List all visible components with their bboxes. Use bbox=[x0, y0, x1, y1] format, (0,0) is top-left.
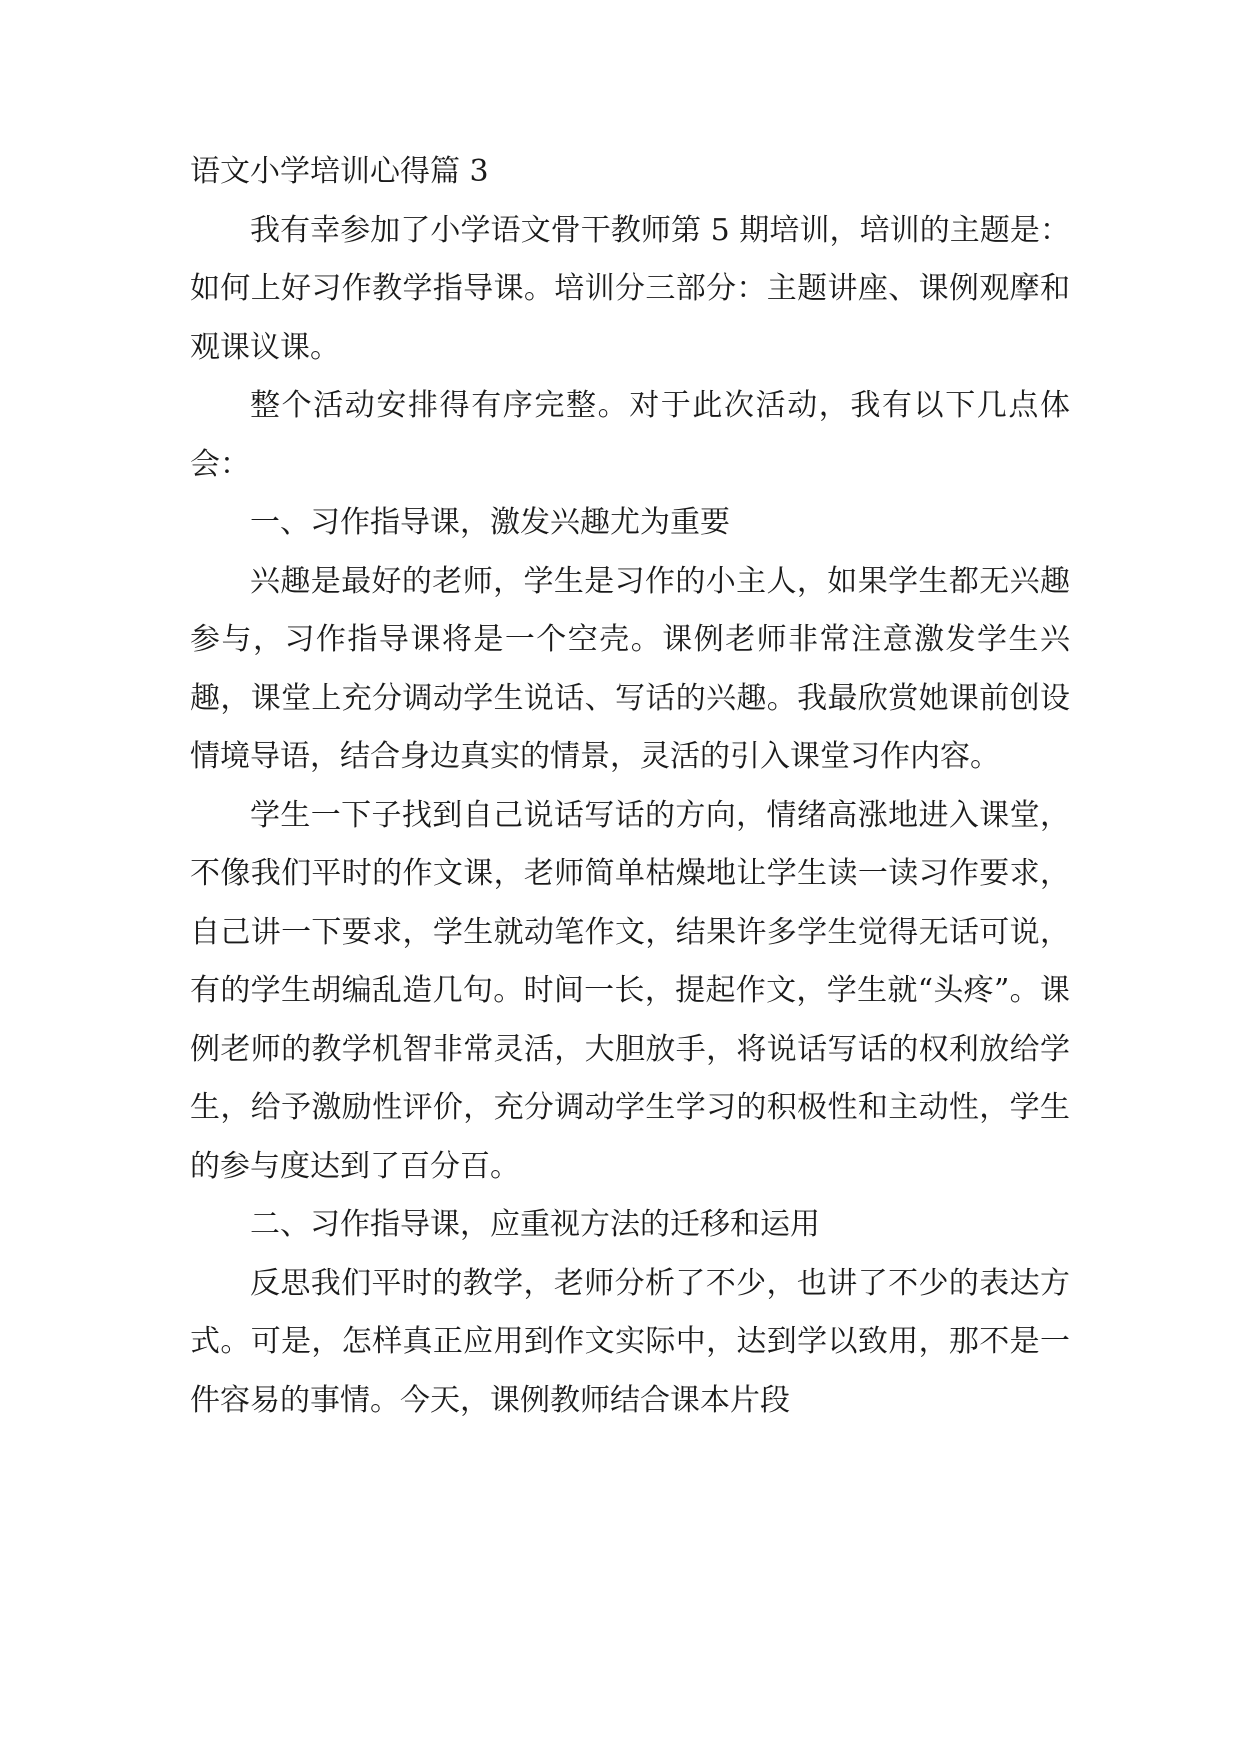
section-heading-2: 二、习作指导课，应重视方法的迁移和运用 bbox=[250, 1207, 820, 1242]
document-title: 语文小学培训心得篇 3 bbox=[190, 154, 489, 189]
paragraph-interest: 兴趣是最好的老师，学生是习作的小主人，如果学生都无兴趣参与，习作指导课将是一个空壳。课例老师非常注意激发学生兴趣，课堂上充分调动学生说话、写话的兴趣。我最欣赏她课前创设情境导语，结合身边真实的情景，灵活的引入课堂习作内容。 bbox=[190, 563, 1070, 774]
paragraph-arrangement: 整个活动安排得有序完整。对于此次活动，我有以下几点体会： bbox=[190, 388, 1070, 482]
paragraph-reflection: 反思我们平时的教学，老师分析了不少，也讲了不少的表达方式。可是，怎样真正应用到作文实际中，达到学以致用，那不是一件容易的事情。今天，课例教师结合课本片段 bbox=[190, 1265, 1070, 1418]
document-page bbox=[190, 143, 1070, 1430]
section-heading-1: 一、习作指导课，激发兴趣尤为重要 bbox=[250, 505, 730, 540]
paragraph-students: 学生一下子找到自己说话写话的方向，情绪高涨地进入课堂，不像我们平时的作文课，老师简单枯燥地让学生读一读习作要求，自己讲一下要求，学生就动笔作文，结果许多学生觉得无话可说，有的学生胡编乱造几句。时间一长，提起作文，学生就“头疼”。课例老师的教学机智非常灵活，大胆放手，将说话写话的权利放给学生，给予激励性评价，充分调动学生学习的积极性和主动性，学生的参与度达到了百分百。 bbox=[190, 797, 1070, 1184]
paragraph-intro: 我有幸参加了小学语文骨干教师第 5 期培训，培训的主题是：如何上好习作教学指导课。培训分三部分：主题讲座、课例观摩和观课议课。 bbox=[190, 212, 1070, 365]
